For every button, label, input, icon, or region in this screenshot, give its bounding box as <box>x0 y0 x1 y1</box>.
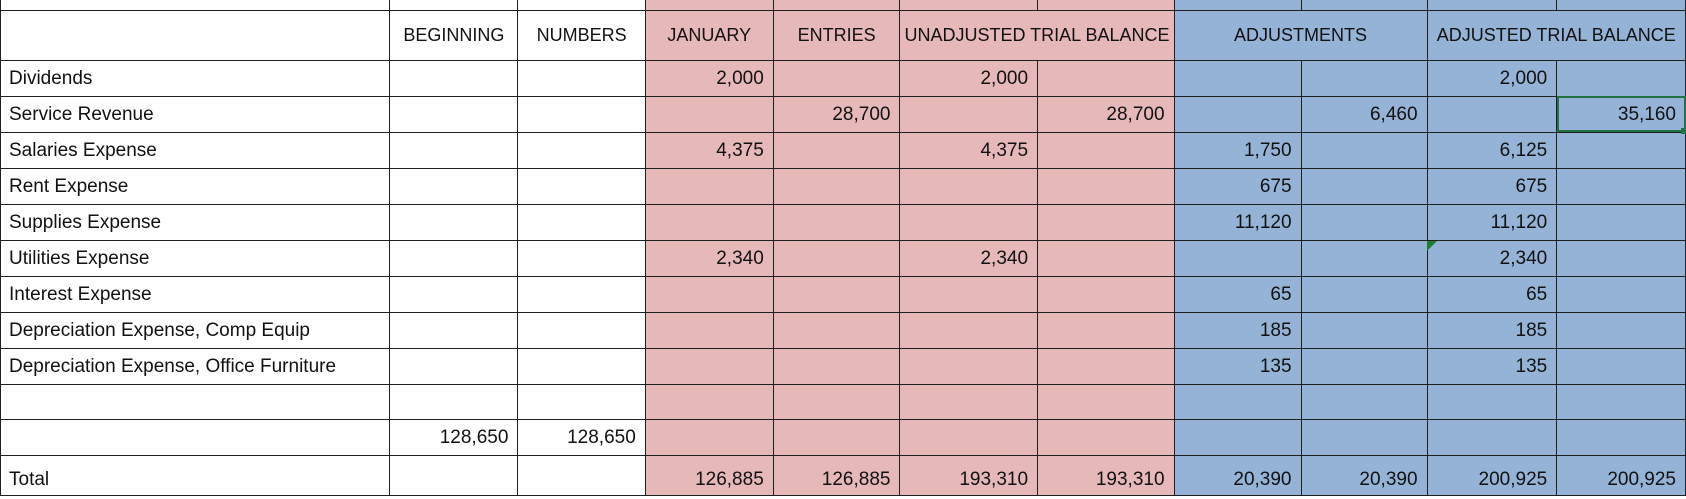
cell-numbers[interactable] <box>518 240 645 276</box>
cell-january[interactable]: 126,885 <box>645 455 773 495</box>
cell-adjtb-debit[interactable]: 2,340 <box>1427 240 1557 276</box>
cell-unadj-debit[interactable] <box>900 276 1038 312</box>
cell-adjtb-credit[interactable]: 200,925 <box>1557 455 1686 495</box>
account-label[interactable]: Total <box>1 455 390 495</box>
table-row <box>1 60 1686 96</box>
header-unadjusted-trial-balance[interactable]: UNADJUSTED TRIAL BALANCE <box>900 10 1174 60</box>
account-label[interactable]: Salaries Expense <box>1 132 390 168</box>
comment-indicator-icon <box>1427 241 1437 251</box>
cell-adj-credit[interactable] <box>1301 312 1427 348</box>
cell-entries[interactable] <box>773 60 900 96</box>
cell-beginning[interactable] <box>390 455 518 495</box>
cell-entries[interactable] <box>773 204 900 240</box>
cell-adj-credit[interactable] <box>1301 204 1427 240</box>
cell-january[interactable] <box>645 168 773 204</box>
cell-entries[interactable] <box>773 132 900 168</box>
cell-adj-debit[interactable]: 20,390 <box>1174 455 1301 495</box>
cell-january[interactable] <box>645 419 773 455</box>
cell-adj-debit[interactable] <box>1174 419 1301 455</box>
cell-adjtb-debit[interactable]: 11,120 <box>1427 204 1557 240</box>
cell-unadj-credit[interactable] <box>1038 204 1175 240</box>
cell-unadj-credit[interactable] <box>1038 312 1175 348</box>
cell-unadj-credit[interactable]: 193,310 <box>1038 455 1175 495</box>
cell-adjtb-debit[interactable]: 6,125 <box>1427 132 1557 168</box>
cell-numbers[interactable] <box>518 384 645 419</box>
cell-entries[interactable] <box>773 168 900 204</box>
cell-adjtb-credit[interactable] <box>1557 348 1686 384</box>
cell-numbers[interactable] <box>518 96 645 132</box>
cell-numbers[interactable]: 128,650 <box>518 419 645 455</box>
cell-unadj-credit[interactable] <box>1038 348 1175 384</box>
cell-adjtb-debit[interactable]: 200,925 <box>1427 455 1557 495</box>
header-cell-label[interactable] <box>1 10 390 60</box>
cell-entries[interactable] <box>773 276 900 312</box>
account-label[interactable]: Dividends <box>1 60 390 96</box>
cell-adj-credit[interactable]: 6,460 <box>1301 96 1427 132</box>
cell-unadj-debit[interactable] <box>900 168 1038 204</box>
cell-unadj-debit[interactable]: 193,310 <box>900 455 1038 495</box>
cell-unadj-debit[interactable] <box>900 312 1038 348</box>
cell-adj-debit[interactable]: 135 <box>1174 348 1301 384</box>
cell-unadj-debit[interactable] <box>900 204 1038 240</box>
cell-january[interactable]: 2,000 <box>645 60 773 96</box>
cell-adj-credit[interactable] <box>1301 60 1427 96</box>
cell-beginning[interactable] <box>390 312 518 348</box>
header-adjustments[interactable]: ADJUSTMENTS <box>1174 10 1427 60</box>
cell-beginning[interactable] <box>390 60 518 96</box>
cell[interactable] <box>1174 0 1301 10</box>
cell-adj-credit[interactable] <box>1301 419 1427 455</box>
cell-adjtb-debit[interactable] <box>1427 384 1557 419</box>
cell[interactable] <box>645 0 773 10</box>
cell-adj-debit[interactable]: 675 <box>1174 168 1301 204</box>
table-row <box>1 384 1686 419</box>
cell-adj-debit[interactable]: 11,120 <box>1174 204 1301 240</box>
cell-beginning[interactable] <box>390 276 518 312</box>
table-row <box>1 204 1686 240</box>
cell[interactable] <box>900 0 1038 10</box>
cell-adj-credit[interactable]: 20,390 <box>1301 455 1427 495</box>
cell-unadj-debit[interactable]: 2,340 <box>900 240 1038 276</box>
cell-adj-credit[interactable] <box>1301 240 1427 276</box>
cell-adjtb-credit[interactable]: 35,160 <box>1557 96 1686 132</box>
cell-unadj-debit[interactable]: 4,375 <box>900 132 1038 168</box>
account-label[interactable]: Depreciation Expense, Office Furniture <box>1 348 390 384</box>
cell-entries[interactable] <box>773 348 900 384</box>
cell-entries[interactable] <box>773 419 900 455</box>
cell-adj-credit[interactable] <box>1301 276 1427 312</box>
account-label[interactable]: Utilities Expense <box>1 240 390 276</box>
cell[interactable] <box>1557 0 1686 10</box>
cell-beginning[interactable]: 128,650 <box>390 419 518 455</box>
cell-adj-debit[interactable] <box>1174 96 1301 132</box>
cell-entries[interactable] <box>773 312 900 348</box>
table-row <box>1 312 1686 348</box>
table-row <box>1 96 1686 132</box>
cell-unadj-debit[interactable]: 2,000 <box>900 60 1038 96</box>
cell-unadj-debit[interactable] <box>900 384 1038 419</box>
cell-beginning[interactable] <box>390 384 518 419</box>
header-adjusted-trial-balance[interactable]: ADJUSTED TRIAL BALANCE <box>1427 10 1685 60</box>
cell[interactable] <box>773 0 900 10</box>
cell[interactable] <box>1427 0 1557 10</box>
cell-adj-debit[interactable]: 185 <box>1174 312 1301 348</box>
cell-numbers[interactable] <box>518 276 645 312</box>
cell-january[interactable] <box>645 312 773 348</box>
cell-adjtb-credit[interactable] <box>1557 204 1686 240</box>
table-row <box>1 276 1686 312</box>
cell-numbers[interactable] <box>518 168 645 204</box>
cell-adj-credit[interactable] <box>1301 384 1427 419</box>
header-january[interactable]: JANUARY <box>645 10 773 60</box>
table-row <box>1 419 1686 455</box>
cell-adjtb-credit[interactable] <box>1557 240 1686 276</box>
cell-adjtb-credit[interactable] <box>1557 276 1686 312</box>
cell-unadj-credit[interactable] <box>1038 384 1175 419</box>
cell-unadj-credit[interactable] <box>1038 419 1175 455</box>
cell-adjtb-debit[interactable]: 135 <box>1427 348 1557 384</box>
cell-january[interactable]: 2,340 <box>645 240 773 276</box>
cell-entries[interactable] <box>773 240 900 276</box>
header-numbers[interactable]: NUMBERS <box>518 10 645 60</box>
cell-adjtb-credit[interactable] <box>1557 60 1686 96</box>
account-label[interactable]: Depreciation Expense, Comp Equip <box>1 312 390 348</box>
cell-adj-debit[interactable]: 1,750 <box>1174 132 1301 168</box>
cell-adjtb-credit[interactable] <box>1557 168 1686 204</box>
cell-adjtb-debit[interactable]: 185 <box>1427 312 1557 348</box>
cell-january[interactable] <box>645 384 773 419</box>
table-row <box>1 455 1686 495</box>
cell[interactable] <box>518 0 645 10</box>
cell-unadj-debit[interactable] <box>900 348 1038 384</box>
cell-adj-debit[interactable]: 65 <box>1174 276 1301 312</box>
cell-adjtb-credit[interactable] <box>1557 312 1686 348</box>
cell-january[interactable] <box>645 348 773 384</box>
cell-numbers[interactable] <box>518 204 645 240</box>
account-label[interactable] <box>1 419 390 455</box>
cell-beginning[interactable] <box>390 132 518 168</box>
fill-handle[interactable] <box>1681 128 1686 134</box>
account-label[interactable] <box>1 384 390 419</box>
cell-numbers[interactable] <box>518 455 645 495</box>
cell-adjtb-debit[interactable] <box>1427 96 1557 132</box>
cell-adj-debit[interactable] <box>1174 384 1301 419</box>
cell-beginning[interactable] <box>390 96 518 132</box>
cell-entries[interactable] <box>773 384 900 419</box>
cell-numbers[interactable] <box>518 60 645 96</box>
cell-adjtb-credit[interactable] <box>1557 384 1686 419</box>
cell-unadj-credit[interactable] <box>1038 60 1175 96</box>
cell-unadj-debit[interactable] <box>900 419 1038 455</box>
cell-beginning[interactable] <box>390 204 518 240</box>
cell[interactable] <box>1038 0 1175 10</box>
cell-unadj-credit[interactable] <box>1038 240 1175 276</box>
cell[interactable] <box>1 0 390 10</box>
cell-january[interactable] <box>645 276 773 312</box>
cell-adj-credit[interactable] <box>1301 168 1427 204</box>
cell-unadj-credit[interactable]: 28,700 <box>1038 96 1175 132</box>
cell[interactable] <box>390 0 518 10</box>
account-label[interactable]: Interest Expense <box>1 276 390 312</box>
cell-adjtb-debit[interactable]: 65 <box>1427 276 1557 312</box>
cell-unadj-credit[interactable] <box>1038 168 1175 204</box>
cell-beginning[interactable] <box>390 168 518 204</box>
cell-adjtb-debit[interactable]: 2,000 <box>1427 60 1557 96</box>
cell-unadj-debit[interactable] <box>900 96 1038 132</box>
cell-unadj-credit[interactable] <box>1038 276 1175 312</box>
cell-entries[interactable]: 28,700 <box>773 96 900 132</box>
header-beginning[interactable]: BEGINNING <box>390 10 518 60</box>
cell-numbers[interactable] <box>518 312 645 348</box>
cell-beginning[interactable] <box>390 240 518 276</box>
cell-adj-debit[interactable] <box>1174 60 1301 96</box>
cell-numbers[interactable] <box>518 348 645 384</box>
table-row <box>1 348 1686 384</box>
cell-entries[interactable]: 126,885 <box>773 455 900 495</box>
account-label[interactable]: Service Revenue <box>1 96 390 132</box>
header-entries[interactable]: ENTRIES <box>773 10 900 60</box>
cell-numbers[interactable] <box>518 132 645 168</box>
cell-january[interactable]: 4,375 <box>645 132 773 168</box>
cell-adjtb-credit[interactable] <box>1557 132 1686 168</box>
table-row <box>1 168 1686 204</box>
cell-unadj-credit[interactable] <box>1038 132 1175 168</box>
cell-january[interactable] <box>645 204 773 240</box>
account-label[interactable]: Supplies Expense <box>1 204 390 240</box>
cell-january[interactable] <box>645 96 773 132</box>
cell[interactable] <box>1301 0 1427 10</box>
account-label[interactable]: Rent Expense <box>1 168 390 204</box>
cell-adj-credit[interactable] <box>1301 348 1427 384</box>
cell-beginning[interactable] <box>390 348 518 384</box>
cell-adj-credit[interactable] <box>1301 132 1427 168</box>
cell-adjtb-debit[interactable] <box>1427 419 1557 455</box>
table-row <box>1 132 1686 168</box>
cell-adjtb-debit[interactable]: 675 <box>1427 168 1557 204</box>
cell-adj-debit[interactable] <box>1174 240 1301 276</box>
cell-adjtb-credit[interactable] <box>1557 419 1686 455</box>
